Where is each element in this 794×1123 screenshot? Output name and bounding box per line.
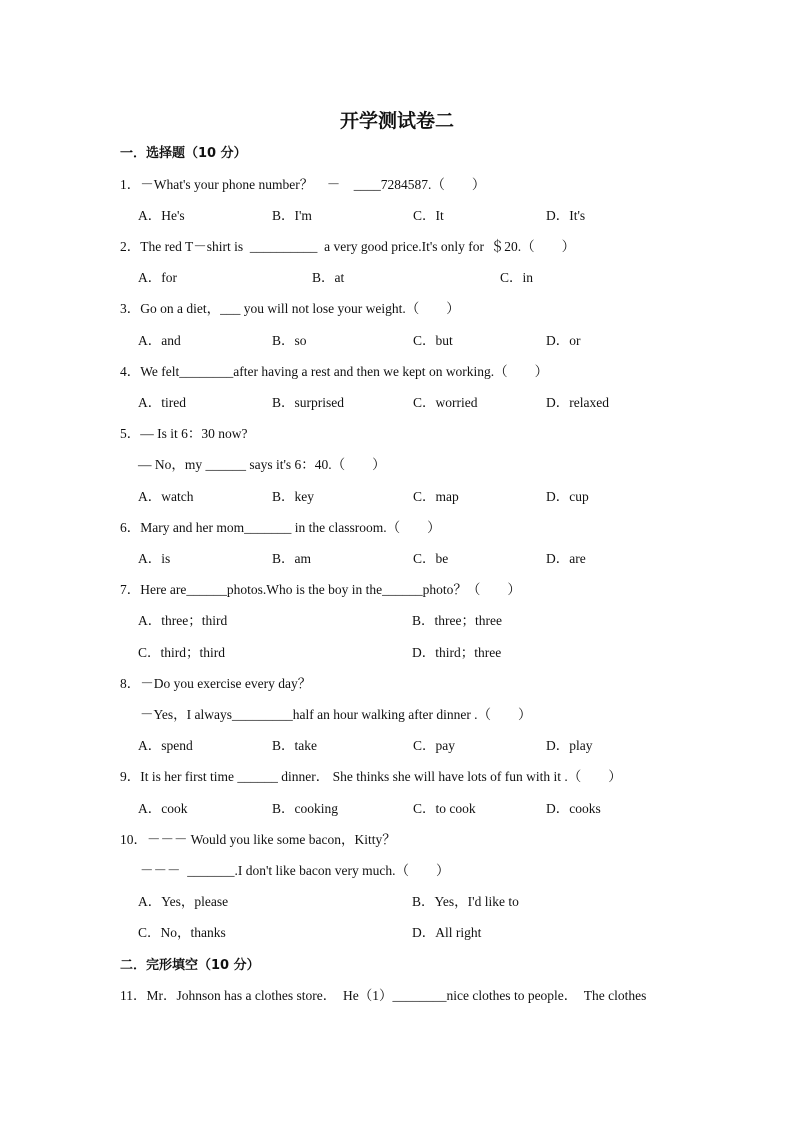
question-5-option-d: D．cup [546,489,589,504]
question-1-option-b: B．I'm [272,208,312,223]
question-10-option-d: D．All right [412,925,482,940]
question-9-option-d: D．cooks [546,801,601,816]
section-heading-cloze: 二．完形填空（10 分） [120,958,260,973]
question-1-option-c: C．It [413,208,444,223]
question-10-option-c: C．No，thanks [138,925,226,940]
question-8-option-b: B．take [272,738,317,753]
question-8-stem-reply: －Yes，I always_________half an hour walking after dinner .（ ） [140,707,532,722]
question-3-stem: 3．Go on a diet，___ you will not lose your weight.（ ） [120,301,460,316]
question-6-option-d: D．are [546,551,586,566]
question-3-option-a: A．and [138,333,181,348]
question-2-option-a: A．for [138,270,177,285]
question-4-option-d: D．relaxed [546,395,609,410]
question-8-option-d: D．play [546,738,593,753]
question-3-option-d: D．or [546,333,581,348]
question-7-stem: 7．Here are______photos.Who is the boy in the______photo？（ ） [120,582,521,597]
question-9-option-c: C．to cook [413,801,476,816]
question-10-option-b: B．Yes，I'd like to [412,894,519,909]
question-10-option-a: A．Yes，please [138,894,229,909]
question-8-option-a: A．spend [138,738,193,753]
question-1-option-d: D．It's [546,208,586,223]
question-5-stem: 5．— Is it 6：30 now? [120,426,248,441]
question-6-option-a: A．is [138,551,171,566]
question-4-option-a: A．tired [138,395,186,410]
question-6-stem: 6．Mary and her mom_______ in the classroom.（ ） [120,520,441,535]
question-9-option-a: A．cook [138,801,188,816]
question-6-option-c: C．be [413,551,449,566]
question-3-option-c: C．but [413,333,453,348]
question-1-option-a: A．He's [138,208,185,223]
question-10-stem-reply: －－－ _______.I don't like bacon very much.（ ） [140,863,450,878]
question-9-option-b: B．cooking [272,801,338,816]
question-5-option-a: A．watch [138,489,194,504]
question-5-option-b: B．key [272,489,314,504]
section-heading-choice: 一．选择题（10 分） [120,146,247,161]
question-4-stem: 4．We felt________after having a rest and then we kept on working.（ ） [120,364,549,379]
question-7-option-c: C．third；third [138,645,225,660]
question-2-option-c: C．in [500,270,534,285]
question-1-stem: 1．－What's your phone number？ － ____7284587.（ ） [120,177,486,192]
question-4-option-b: B．surprised [272,395,344,410]
page-title: 开学测试卷二 [339,110,454,132]
question-10-stem: 10．－－－ Would you like some bacon，Kitty？ [120,832,396,847]
question-8-stem: 8．－Do you exercise every day？ [120,676,312,691]
question-7-option-d: D．third；three [412,645,502,660]
question-2-stem: 2．The red T－shirt is __________ a very good price.It's only for ＄20.（ ） [120,239,576,254]
question-8-option-c: C．pay [413,738,455,753]
question-11-stem: 11．Mr．Johnson has a clothes store． He（1）________nice clothes to people． The clothes [120,988,647,1003]
question-5-stem-reply: — No，my ______ says it's 6：40.（ ） [138,457,386,472]
question-4-option-c: C．worried [413,395,478,410]
question-2-option-b: B．at [312,270,345,285]
question-9-stem: 9．It is her first time ______ dinner． She thinks she will have lots of fun with it .（ ） [120,769,622,784]
question-7-option-a: A．three；third [138,613,228,628]
question-7-option-b: B．three；three [412,613,502,628]
question-3-option-b: B．so [272,333,307,348]
question-5-option-c: C．map [413,489,459,504]
question-6-option-b: B．am [272,551,311,566]
